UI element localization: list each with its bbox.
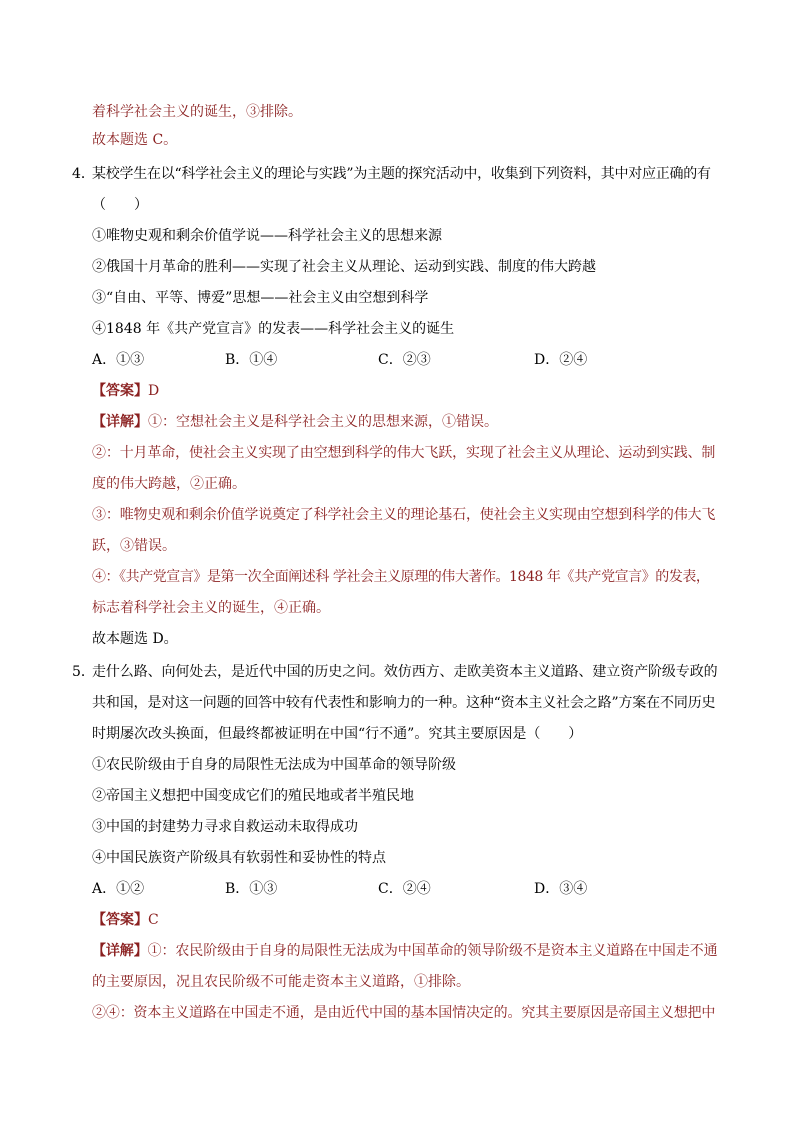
statement-3: ③中国的封建势力寻求自救运动未取得成功: [92, 819, 358, 835]
option-a: A．①②: [92, 881, 145, 897]
question-number: 4．: [72, 166, 95, 182]
detail-line-5: 跃，③错误。: [92, 538, 176, 554]
answer-value: C: [148, 912, 159, 928]
option-b: B．①④: [225, 352, 278, 368]
question-stem: 某校学生在以“科学社会主义的理论与实践”为主题的探究活动中，收集到下列资料，其中对应正确的有: [92, 166, 711, 182]
question-stem-2: 共和国，是对这一问题的回答中较有代表性和影响力的一种。这种“资本主义社会之路”方案在不同历史: [92, 695, 716, 711]
detail-line-3: ②④：资本主义道路在中国走不通，是由近代中国的基本国情决定的。究其主要原因是帝国主义想把中: [92, 1005, 716, 1021]
option-c: C．②③: [378, 352, 431, 368]
answer-line: [92, 910, 159, 930]
answer-tag: 【答案】: [92, 383, 148, 399]
prev-conclusion: 故本题选 C。: [92, 132, 178, 148]
detail-line-3: 度的伟大跨越，②正确。: [92, 476, 246, 492]
conclusion: 故本题选 D。: [92, 631, 178, 647]
option-a: A．①③: [92, 352, 145, 368]
answer-value: D: [148, 383, 160, 399]
detail-line-2: ②：十月革命，使社会主义实现了由空想到科学的伟大飞跃，实现了社会主义从理论、运动到实践、制: [92, 445, 716, 461]
option-c: C．②④: [378, 881, 431, 897]
question-stem-3: 时期屡次改头换面，但最终都被证明在中国“行不通”。究其主要原因是（ ）: [92, 726, 583, 742]
statement-4: ④中国民族资产阶级具有软弱性和妥协性的特点: [92, 850, 386, 866]
prev-explanation-tail: 着科学社会主义的诞生，③排除。: [92, 104, 302, 120]
question-number: 5．: [72, 664, 95, 680]
detail-tag: 【详解】: [92, 943, 148, 959]
statement-1: ①唯物史观和剩余价值学说——科学社会主义的思想来源: [92, 228, 442, 244]
option-b: B．①③: [225, 881, 278, 897]
statement-4: ④1848 年《共产党宣言》的发表——科学社会主义的诞生: [92, 321, 455, 337]
detail-line-7: 标志着科学社会主义的诞生，④正确。: [92, 600, 330, 616]
detail-line-2: 的主要原因，况且农民阶级不可能走资本主义道路，①排除。: [92, 974, 470, 990]
statement-2: ②俄国十月革命的胜利——实现了社会主义从理论、运动到实践、制度的伟大跨越: [92, 259, 596, 275]
option-d: D．③④: [534, 881, 588, 897]
statement-1: ①农民阶级由于自身的局限性无法成为中国革命的领导阶级: [92, 757, 456, 773]
answer-tag: 【答案】: [92, 912, 148, 928]
question-stem-1: 走什么路、向何处去，是近代中国的历史之问。效仿西方、走欧美资本主义道路、建立资产阶级专政的: [92, 664, 718, 680]
detail-tag: 【详解】: [92, 414, 148, 430]
statement-2: ②帝国主义想把中国变成它们的殖民地或者半殖民地: [92, 788, 414, 804]
answer-line: [92, 381, 159, 401]
statement-3: ③“自由、平等、博爱”思想——社会主义由空想到科学: [92, 290, 429, 306]
detail-line-1: 【详解】①：农民阶级由于自身的局限性无法成为中国革命的领导阶级不是资本主义道路在中国走不通: [92, 943, 718, 959]
answer-blank: （ ）: [92, 197, 148, 213]
detail-line-6: ④：《共产党宣言》是第一次全面阐述科 学社会主义原理的伟大著作。1848 年《共产党宣言》的发表，: [92, 569, 710, 585]
detail-line-4: ③：唯物史观和剩余价值学说奠定了科学社会主义的理论基石，使社会主义实现由空想到科学的伟大飞: [92, 507, 716, 523]
option-d: D．②④: [534, 352, 588, 368]
detail-line-1: 【详解】①：空想社会主义是科学社会主义的思想来源，①错误。: [92, 414, 498, 430]
